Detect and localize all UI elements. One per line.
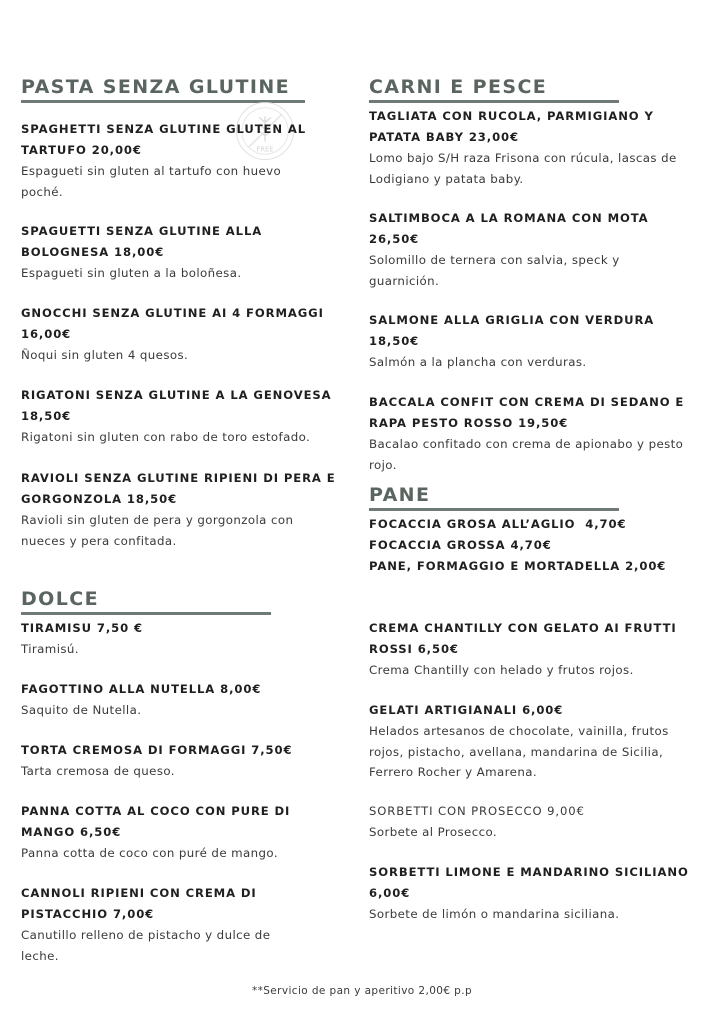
item-description: Bacalao confitado con crema de apionabo y pesto rojo. [369,437,684,472]
item-description: Sorbete de limón o mandarina siciliana. [369,907,620,921]
item-description: Tiramisú. [21,642,79,656]
menu-item [21,740,351,782]
item-description: Rigatoni sin gluten con rabo de toro estofado. [21,430,311,444]
item-description: Sorbete al Prosecco. [369,825,498,839]
menu-item [369,862,699,925]
item-name: TIRAMISU 7,50 € [21,621,143,635]
menu-item [21,119,321,202]
item-name: SALMONE ALLA GRIGLIA CON VERDURA 18,50€ [369,313,655,348]
menu-item [369,310,669,373]
item-description: Espagueti sin gluten al tartufo con huevo poché. [21,164,282,199]
menu-item [21,679,351,721]
section-title-pasta: PASTA SENZA GLUTINE [21,76,305,103]
item-description: Espagueti sin gluten a la boloñesa. [21,266,242,280]
item-name: TAGLIATA CON RUCOLA, PARMIGIANO Y PATATA BABY 23,00€ [369,109,654,144]
item-name: CREMA CHANTILLY CON GELATO AI FRUTTI ROSSI 6,50€ [369,621,677,656]
menu-item [21,618,351,660]
item-name: CANNOLI RIPIENI CON CREMA DI PISTACCHIO 7,00€ [21,886,257,921]
item-description: Panna cotta de coco con puré de mango. [21,846,278,860]
item-name: SPAGUETTI SENZA GLUTINE ALLA BOLOGNESA 18,00€ [21,224,263,259]
list-item: FOCACCIA GROSA ALL’AGLIO 4,70€ [369,517,627,531]
item-name: SORBETTI CON PROSECCO 9,00€ [369,804,585,818]
item-name: SORBETTI LIMONE E MANDARINO SICILIANO 6,00€ [369,865,689,900]
item-name: RAVIOLI SENZA GLUTINE RIPIENI DI PERA E GORGONZOLA 18,50€ [21,471,336,506]
pane-list [369,514,699,577]
item-name: BACCALA CONFIT CON CREMA DI SEDANO E RAPA PESTO ROSSO 19,50€ [369,395,685,430]
item-description: Salmón a la plancha con verduras. [369,355,587,369]
section-title-dolce: DOLCE [21,588,271,615]
menu-item [21,801,321,864]
item-description: Helados artesanos de chocolate, vainilla, frutos rojos, pistacho, avellana, mandarina de Sicilia, Ferrero Rocher y Amarena. [369,724,669,779]
item-description: Solomillo de ternera con salvia, speck y guarnición. [369,253,620,288]
section-title-pane: PANE [369,484,619,511]
item-name: GELATI ARTIGIANALI 6,00€ [369,703,564,717]
menu-item [369,106,679,189]
menu-item [369,801,699,843]
item-name: SALTIMBOCA A LA ROMANA CON MOTA 26,50€ [369,211,649,246]
footer-note: **Servicio de pan y aperitivo 2,00€ p.p [251,985,473,997]
item-description: Lomo bajo S/H raza Frisona con rúcula, lascas de Lodigiano y patata baby. [369,151,677,186]
item-name: SPAGHETTI SENZA GLUTINE GLUTEN AL TARTUFO 20,00€ [21,122,307,157]
item-name: TORTA CREMOSA DI FORMAGGI 7,50€ [21,743,293,757]
list-item: PANE, FORMAGGIO E MORTADELLA 2,00€ [369,559,667,573]
item-name: RIGATONI SENZA GLUTINE A LA GENOVESA 18,50€ [21,388,332,423]
item-description: Tarta cremosa de queso. [21,764,175,778]
menu-item [21,221,321,284]
menu-item [369,618,689,681]
item-description: Ravioli sin gluten de pera y gorgonzola con nueces y pera confitada. [21,513,294,548]
menu-item [369,392,699,475]
svg-text:FREE: FREE [256,145,274,154]
menu-item [369,700,699,783]
item-description: Canutillo relleno de pistacho y dulce de leche. [21,928,271,963]
menu-item [369,208,669,291]
menu-item [21,303,351,366]
item-description: Crema Chantilly con helado y frutos rojos. [369,663,634,677]
section-title-carni: CARNI E PESCE [369,76,619,103]
item-description: Ñoqui sin gluten 4 quesos. [21,348,189,362]
list-item: FOCACCIA GROSSA 4,70€ [369,538,552,552]
menu-item [21,468,341,551]
menu-item [21,385,351,448]
item-description: Saquito de Nutella. [21,703,142,717]
item-name: FAGOTTINO ALLA NUTELLA 8,00€ [21,682,262,696]
item-name: PANNA COTTA AL COCO CON PURE DI MANGO 6,50€ [21,804,291,839]
item-name: GNOCCHI SENZA GLUTINE AI 4 FORMAGGI 16,00€ [21,306,324,341]
menu-item [21,883,311,966]
